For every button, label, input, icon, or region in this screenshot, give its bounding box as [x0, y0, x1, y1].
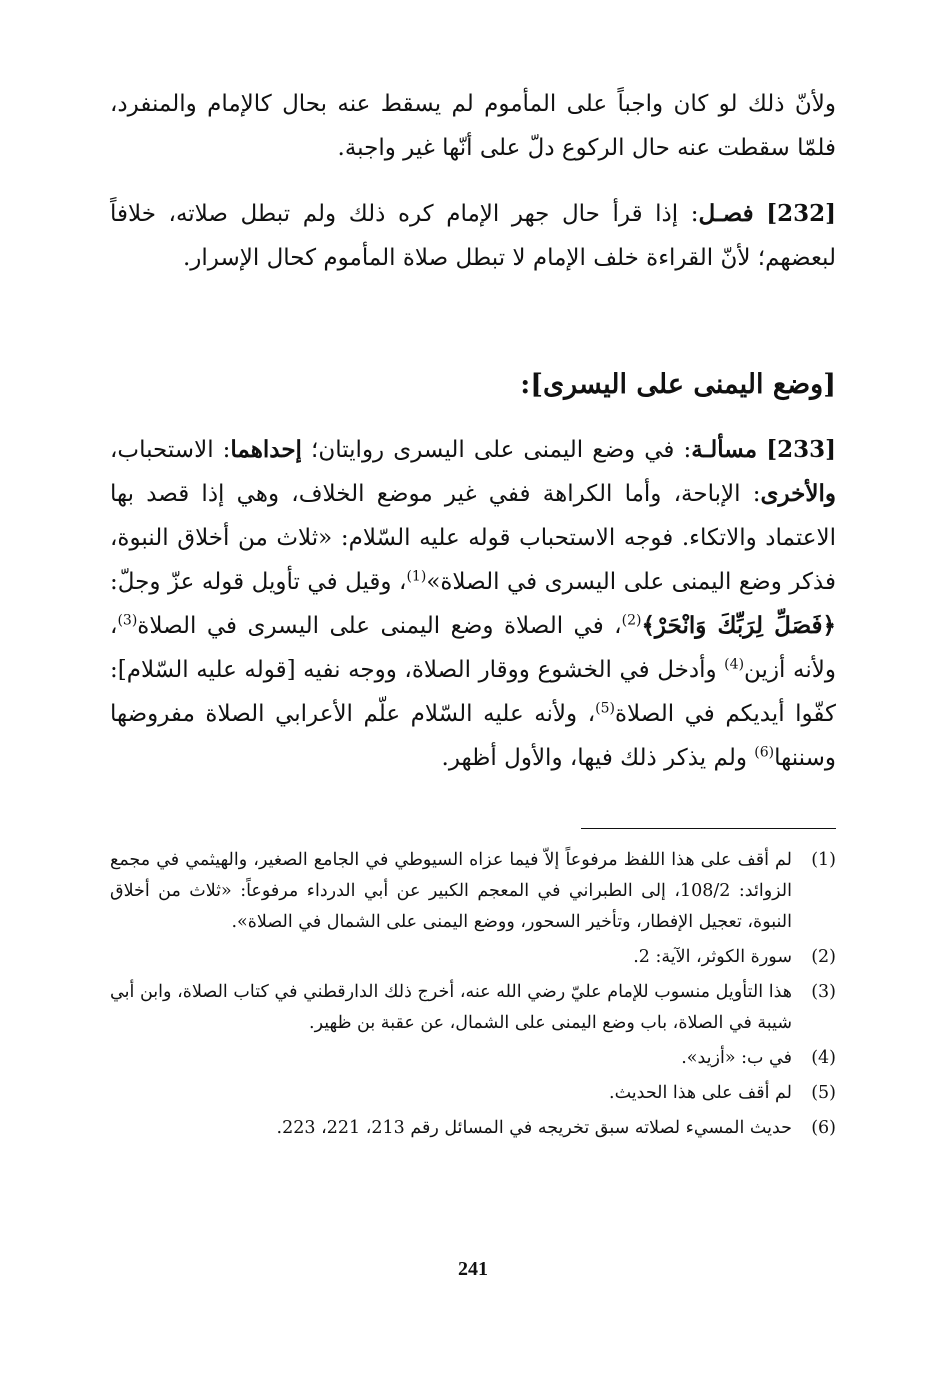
footnote-number: (4)	[811, 1048, 836, 1068]
text-run: وأدخل في الخشوع ووقار الصلاة، ووجه نفيه [قوله عليه السّلام]: كفّوا أيديكم في الصلاة	[110, 657, 836, 727]
paragraph-text: : إذا قرأ حال جهر الإمام كره ذلك ولم تبطل صلاته، خلافاً لبعضهم؛ لأنّ القراءة خلف الإمام لا تبطل صلاة المأموم كحال الإسرار.	[110, 201, 836, 271]
footnote-text: سورة الكوثر، الآية: 2.	[633, 947, 792, 967]
paragraph-232-text	[110, 192, 836, 280]
footnote-number: (3)	[811, 982, 836, 1002]
paragraph-233-text	[110, 428, 836, 780]
footnote-divider	[581, 828, 836, 829]
footnote-text: لم أقف على هذا اللفظ مرفوعاً إلاّ فيما عزاه السيوطي في الجامع الصغير، والهيثمي في مجمع الزوائد: 108/2، إلى الطبراني في المعجم الكبير عن أبي الدرداء مرفوعاً: «ثلاث من أخلاق النبوة، تعجيل الإفطار، وتأخير السحور، ووضع اليمنى على الشمال في الصلاة».	[110, 850, 792, 932]
footnote-ref-5: (5)	[595, 700, 615, 717]
text-run: ولم يذكر ذلك فيها، والأول أظهر.	[441, 745, 755, 771]
footnote-number: (1)	[811, 850, 836, 870]
paragraph-232	[110, 192, 836, 280]
text-run: ، ولأنه أزين	[110, 613, 836, 683]
footnote-item	[110, 1043, 836, 1074]
text-run: ، ولأنه عليه السّلام علّم الأعرابي الصلاة مفروضها وسننها	[110, 701, 836, 771]
footnote-ref-4: (4)	[724, 656, 745, 673]
term-second: والأخرى	[760, 480, 836, 507]
text-run: ، في الصلاة وضع اليمنى على اليسرى في الصلاة	[137, 613, 622, 639]
footnote-ref-1: (1)	[406, 568, 427, 585]
text-run: : الإباحة، وأما الكراهة ففي غير موضع الخلاف، وهي إذا قصد بها الاعتماد والاتكاء. فوجه الاستحباب قوله عليه السّلام: «ثلاث من أخلاق النبوة، فذكر وضع اليمنى على اليسرى في الصلاة»	[110, 481, 836, 595]
footnote-item	[110, 1113, 836, 1144]
section-term: مسألـة	[691, 436, 758, 463]
page-number: 241	[458, 1258, 488, 1280]
footnote-text: حديث المسيء لصلاته سبق تخريجه في المسائل رقم 213، 221، 223.	[276, 1118, 792, 1138]
text-run: : في وضع اليمنى على اليسرى روايتان؛	[301, 437, 692, 463]
section-heading: [وضع اليمنى على اليسرى]:	[520, 369, 836, 400]
footnote-number: (5)	[811, 1083, 836, 1103]
text-run: : الاستحباب،	[110, 437, 231, 463]
footnote-number: (6)	[811, 1118, 836, 1138]
footnote-item	[110, 977, 836, 1039]
footnote-text: هذا التأويل منسوب للإمام عليّ رضي الله عنه، أخرج ذلك الدارقطني في كتاب الصلاة، وابن أبي شيبة في الصلاة، باب وضع اليمنى على الشمال، عن عقبة بن ظهير.	[110, 982, 792, 1033]
paragraph-233	[110, 428, 836, 780]
term-first: إحداهما	[230, 436, 302, 463]
section-number: [233]	[766, 436, 837, 463]
text-run: ، وقيل في تأويل قوله عزّ وجلّ:	[110, 569, 407, 595]
footnote-text: في ب: «أزيد».	[681, 1048, 792, 1068]
footnote-item	[110, 845, 836, 938]
quran-verse: ﴿فَصَلِّ لِرَبِّكَ وَانْحَرْ﴾	[641, 612, 836, 639]
footnote-item	[110, 942, 836, 973]
footnote-ref-6: (6)	[754, 744, 775, 761]
section-term: فصـل	[698, 200, 754, 227]
footnote-item	[110, 1078, 836, 1109]
footnotes-list	[110, 845, 836, 1148]
footnote-text: لم أقف على هذا الحديث.	[609, 1083, 792, 1103]
section-number: [232]	[766, 200, 836, 227]
paragraph-text: ولأنّ ذلك لو كان واجباً على المأموم لم يسقط عنه بحال كالإمام والمنفرد، فلمّا سقطت عنه حال الركوع دلّ على أنّها غير واجبة.	[110, 91, 836, 161]
paragraph-continuation	[110, 82, 836, 170]
footnote-ref-2: (2)	[621, 612, 642, 629]
footnote-ref-3: (3)	[117, 612, 138, 629]
footnote-number: (2)	[811, 947, 836, 967]
